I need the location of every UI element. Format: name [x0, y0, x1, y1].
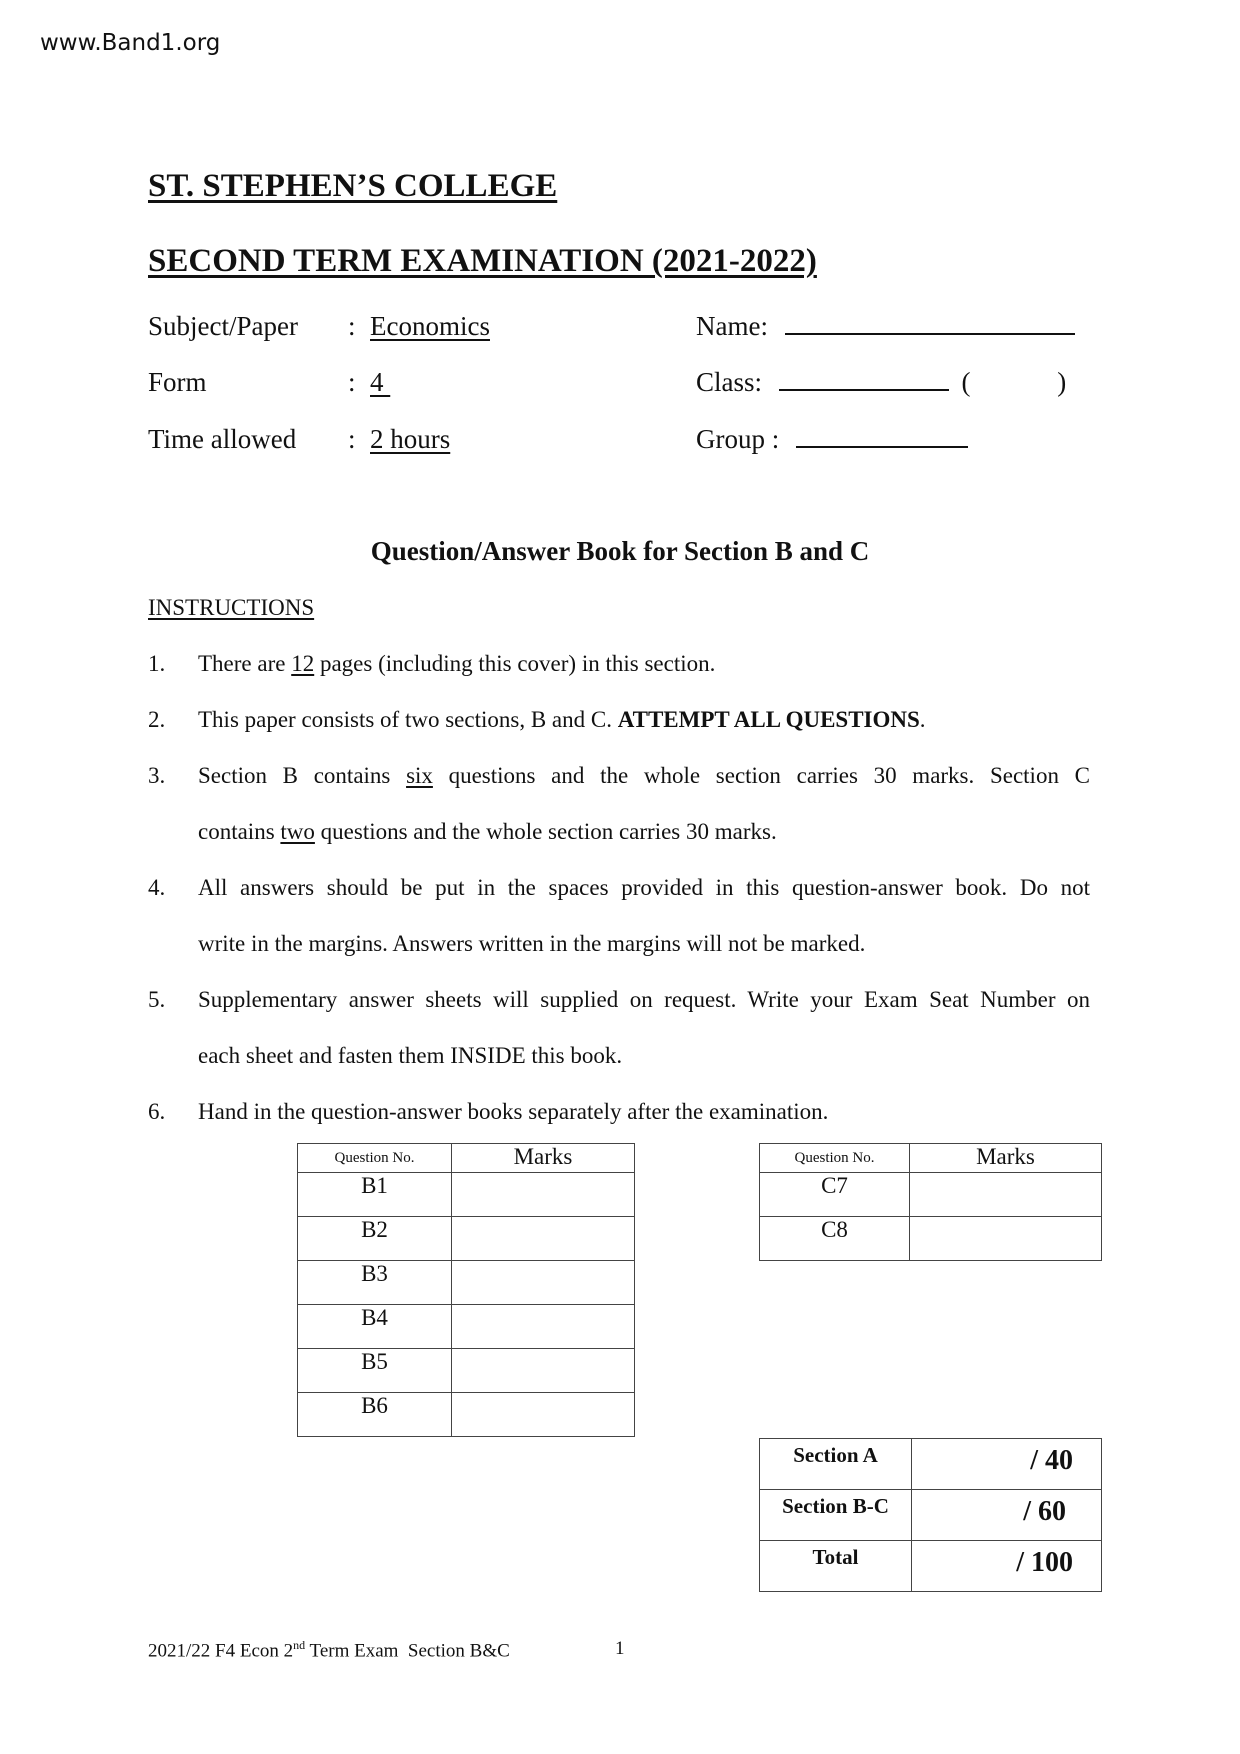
page-footer: 2021/22 F4 Econ 2nd Term Exam Section B&C [148, 1638, 510, 1662]
table-row [760, 1439, 1102, 1490]
name-blank[interactable] [785, 311, 1075, 335]
marks-header: Marks [910, 1144, 1102, 1173]
page-number: 1 [615, 1638, 625, 1659]
time-label: Time allowed [148, 424, 297, 454]
form-label: Form [148, 367, 207, 397]
total-label: Total [760, 1541, 912, 1592]
instruction-number: 6. [148, 1099, 166, 1124]
instruction-item-3-line-1: Section B contains six questions and the whole section carries 30 marks. Section C [198, 763, 1090, 788]
name-label: Name: [696, 311, 768, 341]
question-no-header: Question No. [760, 1144, 910, 1173]
subject-label: Subject/Paper [148, 311, 298, 341]
instruction-item-4-line-2: write in the margins. Answers written in the margins will not be marked. [198, 931, 866, 956]
marks-header: Marks [452, 1144, 635, 1173]
group-blank[interactable] [796, 424, 968, 448]
class-blank[interactable] [779, 367, 949, 391]
totals-table [759, 1438, 1102, 1592]
marks-cell[interactable] [910, 1217, 1102, 1261]
table-row [298, 1261, 635, 1305]
section-b-marks-table [297, 1143, 635, 1437]
group-field[interactable] [696, 424, 968, 455]
class-paren-close: ) [1057, 367, 1067, 397]
section-a-label: Section A [760, 1439, 912, 1490]
question-number: B4 [298, 1305, 452, 1349]
book-subtitle: Question/Answer Book for Section B and C [370, 536, 870, 566]
name-field[interactable] [696, 311, 1075, 342]
instruction-number: 1. [148, 651, 166, 676]
colon: : [348, 311, 356, 341]
instructions-heading: INSTRUCTIONS [148, 595, 315, 620]
table-row [760, 1217, 1102, 1261]
instruction-number: 3. [148, 763, 166, 788]
table-row [298, 1393, 635, 1437]
section-bc-label: Section B-C [760, 1490, 912, 1541]
exam-title: SECOND TERM EXAMINATION (2021-2022) [148, 243, 817, 279]
marks-cell[interactable] [910, 1173, 1102, 1217]
subject-value: Economics [370, 311, 490, 341]
marks-cell[interactable] [452, 1261, 635, 1305]
group-label: Group : [696, 424, 780, 454]
table-row [298, 1349, 635, 1393]
table-row [760, 1173, 1102, 1217]
school-name: ST. STEPHEN’S COLLEGE [148, 168, 558, 204]
instruction-item-3-line-2: contains two questions and the whole section carries 30 marks. [198, 819, 777, 844]
colon: : [348, 424, 356, 454]
watermark: www.Band1.org [40, 30, 221, 56]
instruction-item-2: This paper consists of two sections, B and C. ATTEMPT ALL QUESTIONS. [198, 707, 926, 732]
instruction-item-5-line-1: Supplementary answer sheets will supplied on request. Write your Exam Seat Number on [198, 987, 1090, 1012]
section-bc-score[interactable]: / 60 [912, 1490, 1102, 1541]
question-number: B2 [298, 1217, 452, 1261]
question-number: B3 [298, 1261, 452, 1305]
instruction-number: 4. [148, 875, 166, 900]
instruction-item-1: There are 12 pages (including this cover) in this section. [198, 651, 716, 676]
question-number: B6 [298, 1393, 452, 1437]
total-score[interactable]: / 100 [912, 1541, 1102, 1592]
question-number: B1 [298, 1173, 452, 1217]
instruction-item-4-line-1: All answers should be put in the spaces provided in this question-answer book. Do not [198, 875, 1090, 900]
question-number: C7 [760, 1173, 910, 1217]
colon: : [348, 367, 356, 397]
marks-cell[interactable] [452, 1393, 635, 1437]
section-a-score[interactable]: / 40 [912, 1439, 1102, 1490]
marks-cell[interactable] [452, 1173, 635, 1217]
table-row [298, 1217, 635, 1261]
form-value: 4 [370, 367, 384, 397]
table-row [298, 1305, 635, 1349]
class-label: Class: [696, 367, 763, 397]
class-field[interactable] [696, 367, 1066, 398]
instruction-number: 5. [148, 987, 166, 1012]
class-paren-open: ( [961, 367, 971, 397]
table-row [760, 1490, 1102, 1541]
question-number: C8 [760, 1217, 910, 1261]
instruction-item-5-line-2: each sheet and fasten them INSIDE this book. [198, 1043, 623, 1068]
instruction-number: 2. [148, 707, 166, 732]
time-value: 2 hours [370, 424, 451, 454]
marks-cell[interactable] [452, 1349, 635, 1393]
marks-cell[interactable] [452, 1305, 635, 1349]
instruction-item-6: Hand in the question-answer books separately after the examination. [198, 1099, 829, 1124]
table-row [760, 1541, 1102, 1592]
table-row [298, 1173, 635, 1217]
question-number: B5 [298, 1349, 452, 1393]
question-no-header: Question No. [298, 1144, 452, 1173]
section-c-marks-table [759, 1143, 1102, 1261]
marks-cell[interactable] [452, 1217, 635, 1261]
